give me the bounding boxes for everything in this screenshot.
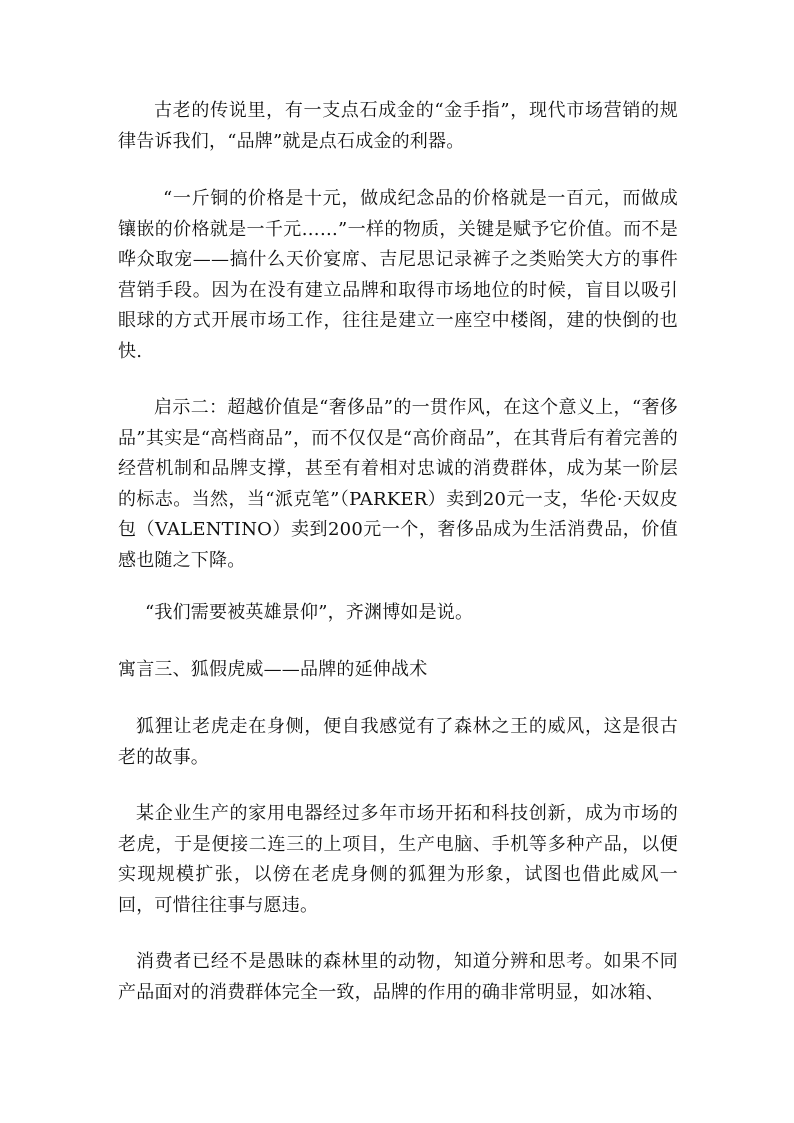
paragraph-insight-two: 启示二：超越价值是“奢侈品”的一贯作风，在这个意义上，“奢侈品”其实是“高档商品”，而不仅仅是“高价商品”，在其背后有着完善的经营机制和品牌支撑，甚至有着相对忠诚的消费群体，成为某一阶层的标志。当然，当“派克笔”（PARKER）卖到20元一支，华伦·天奴皮包（VALENTINO）卖到200元一个，奢侈品成为生活消费品，价值感也随之下降。 — [118, 397, 678, 571]
paragraph-consumers: 消费者已经不是愚昧的森林里的动物，知道分辨和思考。如果不同产品面对的消费群体完全一致，品牌的作用的确非常明显，如冰箱、 — [118, 951, 678, 1003]
paragraph-fox-tiger: 狐狸让老虎走在身侧，便自我感觉有了森林之王的威风，这是很古老的故事。 — [118, 716, 678, 768]
section-heading: 寓言三、狐假虎威——品牌的延伸战术 — [118, 659, 428, 680]
paragraph-appliance-company: 某企业生产的家用电器经过多年市场开拓和科技创新，成为市场的老虎，于是便接二连三的上项目，生产电脑、手机等多种产品，以便实现规模扩张，以傍在老虎身侧的狐狸为形象，试图也借此威风一回，可惜往往事与愿违。 — [118, 803, 678, 916]
paragraph-quote: “我们需要被英雄景仰”，齐渊博如是说。 — [145, 602, 474, 623]
paragraph-copper-value: “一斤铜的价格是十元，做成纪念品的价格就是一百元，而做成镶嵌的价格就是一千元……”一样的物质，关键是赋予它价值。而不是哗众取宠——搞什么天价宴席、吉尼思记录裤子之类贻笑大方的事件营销手段。因为在没有建立品牌和取得市场地位的时候，盲目以吸引眼球的方式开展市场工作，往往是建立一座空中楼阁，建的快倒的也快. — [118, 188, 678, 362]
paragraph-golden-finger: 古老的传说里，有一支点石成金的“金手指”，现代市场营销的规律告诉我们，“品牌”就是点石成金的利器。 — [118, 100, 678, 152]
